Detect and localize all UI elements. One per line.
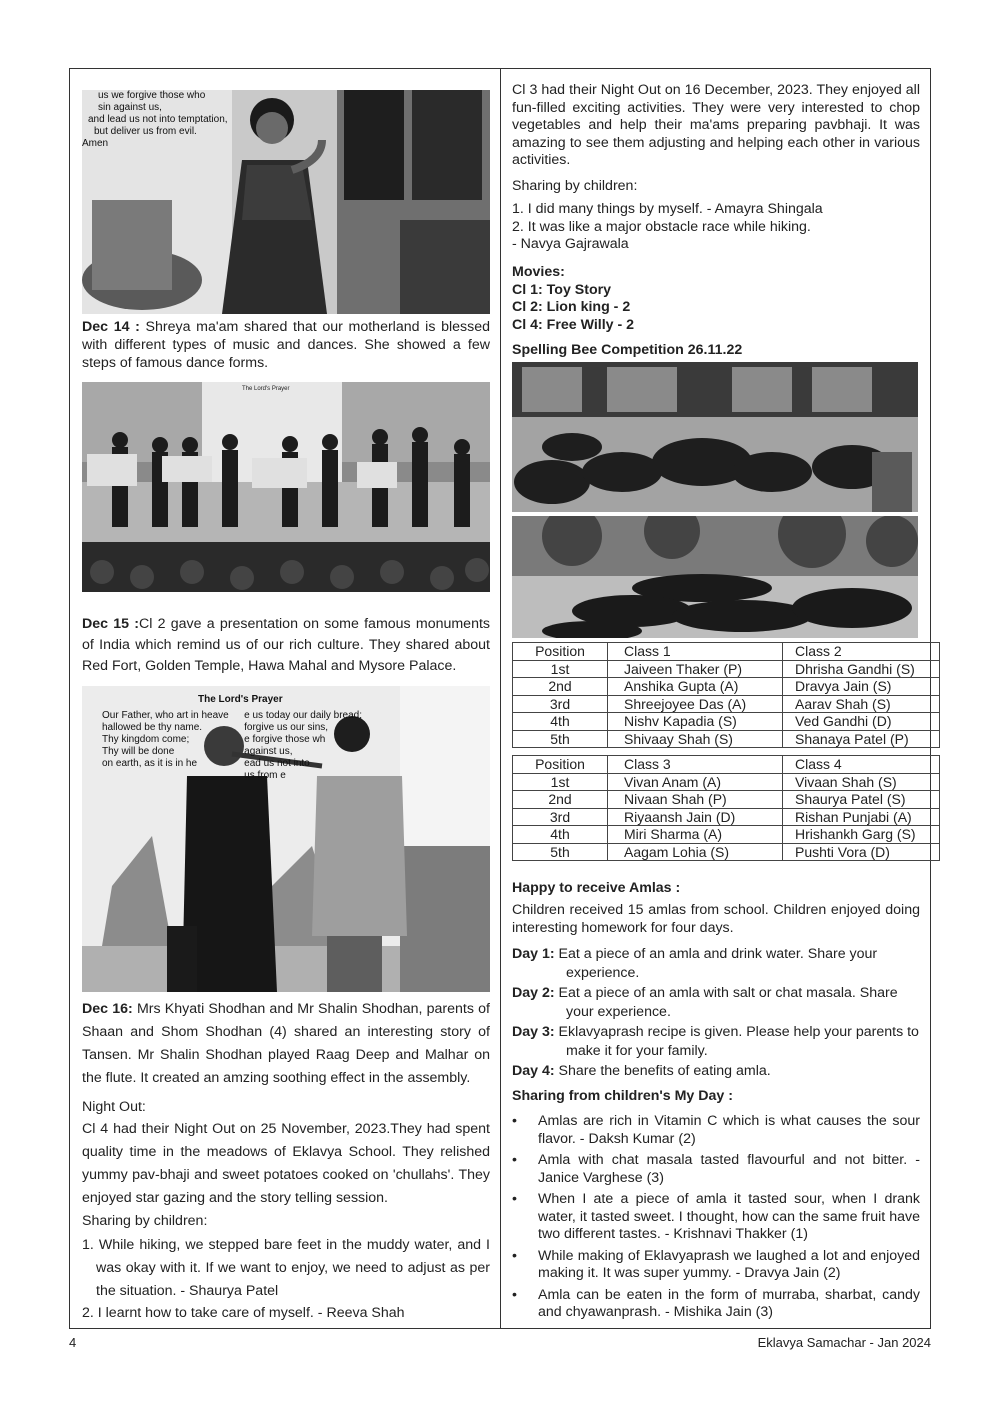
- prayer-text-overlay: us we forgive those who sin against us, and lead us not into temptation, but deliver us from evil. Amen: [82, 90, 228, 149]
- table-cell: Ved Gandhi (D): [783, 713, 940, 731]
- prayer-line: Thy kingdom come;: [102, 734, 190, 745]
- photo-spelling-bee-library: [512, 362, 918, 512]
- prayer-line: hallowed be thy name.: [102, 722, 203, 733]
- prayer-line: e us today our daily bread;: [244, 710, 362, 721]
- day-label: Day 2:: [512, 985, 555, 1001]
- dec15-text: Cl 2 gave a presentation on some famous monuments of India which remind us of our rich culture. They shared about Red Fort, Golden Temple, Hawa Mahal and Mysore Palace.: [82, 616, 490, 674]
- table-header: Position: [513, 756, 608, 774]
- prayer-line: on earth, as it is in he: [102, 758, 198, 769]
- day-text-cont: make it for your family.: [566, 1043, 708, 1059]
- dec16-text: Mrs Khyati Shodhan and Mr Shalin Shodhan, parents of Shaan and Shom Shodhan (4) shared an interesting story of Tansen. Mr Shalin Shodhan played Raag Deep and Malhar on the flute. It created an amzing soothing effect in the assembly.: [82, 1001, 491, 1086]
- day-label: Day 4:: [512, 1063, 555, 1079]
- prayer-board: [102, 694, 402, 782]
- myday-heading: Sharing from children's My Day :: [512, 1088, 733, 1104]
- table-row: [513, 713, 940, 731]
- sharing-line: 2. It was like a major obstacle race while hiking.: [512, 218, 811, 235]
- day-text: Eklavyaprash recipe is given. Please help your parents to: [554, 1024, 919, 1040]
- table-cell: Rishan Punjabi (A): [783, 808, 940, 826]
- dec15-label: Dec 15 :: [82, 616, 139, 632]
- table-cell: Jaiveen Thaker (P): [608, 660, 783, 678]
- table-header: Class 3: [608, 756, 783, 774]
- day-text: Eat a piece of an amla and drink water. Share your: [554, 946, 878, 962]
- day-text-cont: experience.: [566, 965, 640, 981]
- list-item: • Amla with chat masala tasted flavourful and not bitter. - Janice Varghese (3): [512, 1152, 920, 1187]
- list-item: • While making of Eklavyaprash we laughed a lot and enjoyed making it. It was super yummy. - Dravya Jain (2): [512, 1248, 920, 1283]
- dec16-label: Dec 16:: [82, 1001, 133, 1017]
- table-cell: Dhrisha Gandhi (S): [783, 660, 940, 678]
- prayer-line: Our Father, who art in heave: [102, 710, 229, 721]
- movie-item: Cl 4: Free Willy - 2: [512, 316, 635, 333]
- table-cell: Shaurya Patel (S): [783, 791, 940, 809]
- table-header: Class 2: [783, 643, 940, 661]
- prayer-line: us from e: [244, 770, 286, 781]
- table-cell: Shreejoyee Das (A): [608, 695, 783, 713]
- photo-monuments-presentation: [82, 382, 490, 592]
- table-cell: Vivan Anam (A): [608, 773, 783, 791]
- dec14-label: Dec 14 :: [82, 319, 140, 335]
- list-item: • Amla can be eaten in the form of murraba, sharbat, candy and chyawanprash. - Mishika Jain (3): [512, 1287, 920, 1322]
- table-row: [513, 826, 940, 844]
- spelling-table-class-3-4: [512, 755, 940, 861]
- cl3-nightout-paragraph: Cl 3 had their Night Out on 16 December, 2023. They enjoyed all fun-filled exciting activities. They were very interested to chop vegetables and help their ma'ams preparing pavbhaji. It was amazing to see them adjusting and helping each other in various activities.: [512, 82, 920, 168]
- myday-list: [512, 1113, 920, 1326]
- table-header: Class 1: [608, 643, 783, 661]
- column-divider: [500, 68, 501, 1329]
- sharing-line: 1. I did many things by myself. - Amayra Shingala: [512, 201, 823, 217]
- day-text: Eat a piece of an amla with salt or chat masala. Share: [554, 985, 898, 1001]
- table-cell: Hrishankh Garg (S): [783, 826, 940, 844]
- amla-heading: Happy to receive Amlas :: [512, 880, 681, 896]
- sharing-item-left: 1. While hiking, we stepped bare feet in the muddy water, and I was okay with it. If we want to enjoy, we need to adjust as per the situation. - Shaurya Patel: [82, 1237, 490, 1299]
- dec16-paragraph: [82, 998, 490, 1090]
- table-cell: 1st: [513, 773, 608, 791]
- table-row: [513, 773, 940, 791]
- list-item: • Amlas are rich in Vitamin C which is what causes the sour flavor. - Daksh Kumar (2): [512, 1113, 920, 1148]
- table-cell: 1st: [513, 660, 608, 678]
- nightout-heading: Night Out:: [82, 1099, 146, 1115]
- table-cell: Nivaan Shah (P): [608, 791, 783, 809]
- table-row: [513, 678, 940, 696]
- table-cell: 2nd: [513, 791, 608, 809]
- nightout-paragraph: Cl 4 had their Night Out on 25 November, 2023.They had spent quality time in the meadows of Eklavya School. They relished yummy pav-bhaji and sweet potatoes cooked on 'chullahs'. They enjoyed star gazing and the story telling session.: [82, 1121, 490, 1206]
- day-2: [512, 984, 920, 1022]
- sharing-list-right: [512, 201, 920, 254]
- table-cell: Anshika Gupta (A): [608, 678, 783, 696]
- table-cell: 5th: [513, 730, 608, 748]
- table-cell: 3rd: [513, 808, 608, 826]
- table-header: Class 4: [783, 756, 940, 774]
- day-label: Day 3:: [512, 1024, 555, 1040]
- movies-section: [512, 264, 920, 334]
- prayer-line: against us,: [244, 746, 293, 757]
- table-header: Position: [513, 643, 608, 661]
- sharing-line: - Navya Gajrawala: [512, 236, 629, 252]
- photo-dance-performance: [82, 90, 490, 314]
- table-cell: Riyaansh Jain (D): [608, 808, 783, 826]
- table-row: [513, 791, 940, 809]
- dec15-paragraph: [82, 614, 490, 677]
- table-cell: 3rd: [513, 695, 608, 713]
- dec14-paragraph: [82, 318, 490, 372]
- table-cell: 5th: [513, 843, 608, 861]
- table-cell: Pushti Vora (D): [783, 843, 940, 861]
- movie-item: Cl 1: Toy Story: [512, 281, 612, 298]
- table-cell: Vivaan Shah (S): [783, 773, 940, 791]
- prayer-line: ead us not into: [244, 758, 310, 769]
- day-3: [512, 1023, 920, 1061]
- dec14-text: Shreya ma'am shared that our motherland is blessed with different types of music and dances. She showed a few steps of famous dance forms.: [82, 319, 490, 371]
- day-1: [512, 945, 920, 983]
- photo-flute-performance: [82, 686, 490, 992]
- page-number: 4: [69, 1335, 77, 1350]
- table-row: [513, 808, 940, 826]
- day-text: Share the benefits of eating amla.: [554, 1063, 771, 1079]
- table-header-row: [513, 643, 940, 661]
- table-row: [513, 730, 940, 748]
- day-4: [512, 1062, 920, 1081]
- sharing-heading-left: Sharing by children:: [82, 1213, 208, 1229]
- table-row: [513, 695, 940, 713]
- movie-item: Cl 2: Lion king - 2: [512, 299, 631, 315]
- publication-name: Eklavya Samachar - Jan 2024: [757, 1335, 931, 1350]
- movies-heading: Movies:: [512, 264, 565, 280]
- table-cell: Aarav Shah (S): [783, 695, 940, 713]
- list-item: • When I ate a piece of amla it tasted sour, when I drank water, it tasted sweet. I thought, how can the same fruit have two different tastes. - Krishnavi Thakker (1): [512, 1191, 920, 1244]
- table-row: [513, 660, 940, 678]
- table-cell: 4th: [513, 713, 608, 731]
- table-header-row: [513, 756, 940, 774]
- day-label: Day 1:: [512, 946, 555, 962]
- board-title: The Lord's Prayer: [242, 386, 290, 392]
- prayer-line: e forgive those wh: [244, 734, 326, 745]
- spelling-bee-heading: Spelling Bee Competition 26.11.22: [512, 342, 743, 358]
- sharing-item-left: 2. I learnt how to take care of myself. - Reeva Shah: [82, 1305, 405, 1321]
- sharing-heading-right: Sharing by children:: [512, 178, 638, 194]
- table-cell: 2nd: [513, 678, 608, 696]
- table-cell: Nishv Kapadia (S): [608, 713, 783, 731]
- table-cell: Shanaya Patel (P): [783, 730, 940, 748]
- table-cell: Aagam Lohia (S): [608, 843, 783, 861]
- day-text-cont: your experience.: [566, 1004, 671, 1020]
- amla-intro: Children received 15 amlas from school. Children enjoyed doing interesting homework for four days.: [512, 902, 920, 936]
- prayer-line: forgive us our sins,: [244, 722, 329, 733]
- table-cell: 4th: [513, 826, 608, 844]
- table-cell: Shivaay Shah (S): [608, 730, 783, 748]
- table-cell: Miri Sharma (A): [608, 826, 783, 844]
- prayer-board-title: The Lord's Prayer: [198, 694, 283, 705]
- prayer-line: Thy will be done: [102, 746, 175, 757]
- table-row: [513, 843, 940, 861]
- spelling-table-class-1-2: [512, 642, 940, 748]
- table-cell: Dravya Jain (S): [783, 678, 940, 696]
- photo-spelling-bee-outdoor: [512, 516, 918, 638]
